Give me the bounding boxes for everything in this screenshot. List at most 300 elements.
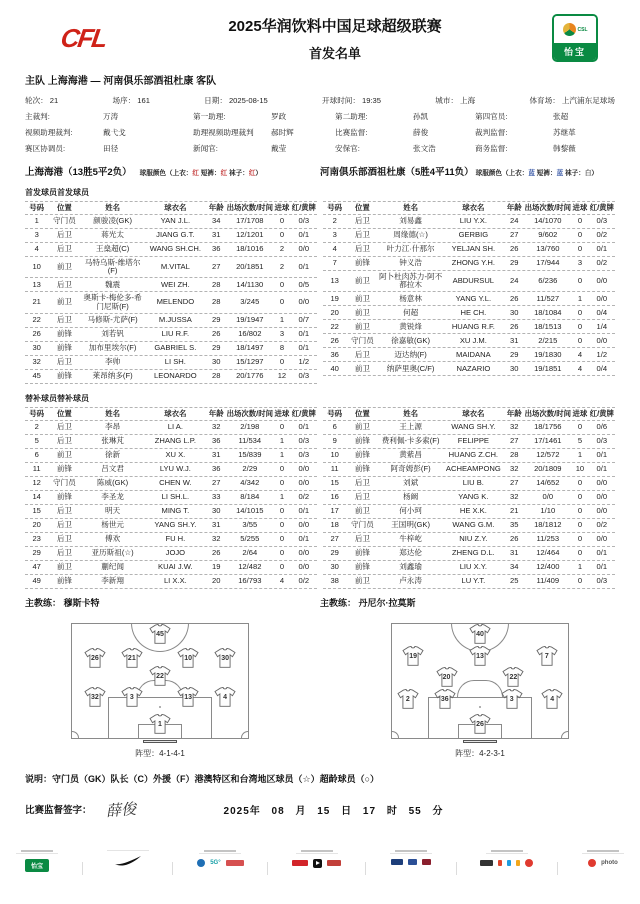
label-value-pair xyxy=(435,95,475,106)
table-cell: 4 xyxy=(34,244,39,254)
home-formation xyxy=(0,619,320,759)
table-cell: 4 xyxy=(577,349,583,359)
table-cell: 31 xyxy=(510,335,519,345)
player-row xyxy=(323,271,615,292)
table-cell: 14 xyxy=(32,492,41,502)
table-cell: 前锋 xyxy=(354,258,370,268)
jersey-number: 3 xyxy=(129,693,134,701)
label-value-pair xyxy=(335,127,475,138)
field-value: 161 xyxy=(137,96,150,105)
table-cell: M.JUSSA xyxy=(158,315,192,325)
table-cell: 后卫 xyxy=(56,315,72,325)
label-value-pair xyxy=(204,95,268,106)
jersey-number: 3 xyxy=(509,696,514,704)
player-row xyxy=(25,449,317,463)
table-cell: 0 xyxy=(577,275,583,285)
table-cell: YANG SH.Y. xyxy=(154,520,197,530)
table-cell: 17 xyxy=(330,506,339,516)
table-cell: 40 xyxy=(330,363,339,373)
table-cell: 24 xyxy=(510,216,519,226)
sponsor-logo xyxy=(327,860,341,866)
table-cell: WEI ZH. xyxy=(161,279,190,289)
starters-tables xyxy=(0,201,640,384)
table-cell: 10 xyxy=(32,261,41,271)
field-label: 第一助理: xyxy=(193,112,226,121)
table-cell: 20 xyxy=(330,307,339,317)
table-cell: 2/215 xyxy=(538,335,558,345)
table-cell: 黄紫昌 xyxy=(399,450,422,460)
footer-divider xyxy=(172,862,173,875)
player-jersey-icon xyxy=(214,648,236,668)
table-cell: 0/5 xyxy=(298,279,310,289)
player-row xyxy=(323,477,615,491)
table-cell: WANG SH.Y. xyxy=(451,422,496,432)
table-cell: 18/1513 xyxy=(534,321,562,331)
table-cell: 31 xyxy=(510,548,519,558)
table-cell: 前锋 xyxy=(354,562,370,572)
table-cell: LEONARDO xyxy=(154,371,197,381)
table-cell: 21 xyxy=(32,297,41,307)
table-cell: 卢永涛 xyxy=(399,576,422,586)
footer-divider xyxy=(82,862,83,875)
column-header: 位置 xyxy=(57,202,72,212)
table-cell: 20/1851 xyxy=(236,261,264,271)
sponsor-label-underline xyxy=(296,853,338,854)
player-jersey-icon xyxy=(214,687,236,707)
table-cell: 18/1084 xyxy=(534,307,562,317)
table-cell: 黄锐烽 xyxy=(399,321,422,331)
table-cell: 前锋 xyxy=(56,329,72,339)
table-cell: MING T. xyxy=(161,506,190,516)
table-cell: 32 xyxy=(510,464,519,474)
player-row xyxy=(25,421,317,435)
table-cell: 刘若钒 xyxy=(101,329,124,339)
label-value-pair xyxy=(335,143,475,154)
field-label: 赛区协调员: xyxy=(25,144,66,153)
jersey-number: 21 xyxy=(127,655,136,663)
table-cell: 18/1756 xyxy=(534,422,562,432)
column-header: 年龄 xyxy=(506,202,522,212)
table-cell: 0/2 xyxy=(298,492,310,502)
field-value: 韩黎薇 xyxy=(553,144,576,153)
table-cell: 1/2 xyxy=(596,349,608,359)
table-cell: 李新翔 xyxy=(101,576,124,586)
table-cell: 0/0 xyxy=(298,562,310,572)
table-cell: 0/0 xyxy=(596,478,608,488)
table-cell: 0/7 xyxy=(298,315,310,325)
table-cell: 32 xyxy=(212,534,221,544)
table-cell: 陈威(GK) xyxy=(96,478,129,488)
table-cell: 0 xyxy=(577,321,583,331)
player-row xyxy=(323,561,615,575)
table-cell: YANG Y.L. xyxy=(455,293,492,303)
table-cell: 12/572 xyxy=(536,450,560,460)
kit-colors-row xyxy=(0,154,640,178)
table-cell: 前卫 xyxy=(354,321,370,331)
player-row xyxy=(25,356,317,370)
table-cell: 0/2 xyxy=(298,576,310,586)
table-cell: 18/1497 xyxy=(236,343,264,353)
field-label: 商务监督: xyxy=(475,144,508,153)
table-cell: 11/527 xyxy=(536,293,560,303)
column-header: 位置 xyxy=(355,202,370,212)
table-cell: 叶力江·什那尔 xyxy=(386,244,435,254)
table-cell: 前锋 xyxy=(354,450,370,460)
table-cell: 0/1 xyxy=(298,534,310,544)
table-cell: 后卫 xyxy=(56,357,72,367)
player-row xyxy=(25,505,317,519)
table-cell: YAN J.L. xyxy=(160,216,191,226)
column-header: 号码 xyxy=(327,202,343,212)
table-cell: 后卫 xyxy=(56,279,72,289)
table-cell: KUAI J.W. xyxy=(158,562,193,572)
table-cell: 24 xyxy=(510,275,519,285)
player-row xyxy=(323,491,615,505)
table-cell: 杨意林 xyxy=(399,293,422,303)
player-row xyxy=(323,463,615,477)
table-cell: 刘易鑫 xyxy=(399,216,422,226)
table-cell: 后卫 xyxy=(56,436,72,446)
table-cell: 0/1 xyxy=(298,329,310,339)
table-cell: 26 xyxy=(212,329,221,339)
sponsor-label-bar xyxy=(301,850,333,852)
table-cell: 16/802 xyxy=(238,329,262,339)
table-cell: 0 xyxy=(577,335,583,345)
field-value: 张文浩 xyxy=(413,144,436,153)
photo-agency-logo xyxy=(588,859,596,867)
table-cell: 0/1 xyxy=(298,261,310,271)
table-cell: YANG K. xyxy=(458,492,489,502)
table-cell: 守门员 xyxy=(351,520,374,530)
column-header: 年龄 xyxy=(208,202,224,212)
label-value-pair xyxy=(25,95,58,106)
home-pitch-diagram xyxy=(71,623,249,739)
table-cell: 29 xyxy=(510,258,519,268)
table-cell: 32 xyxy=(510,422,519,432)
table-cell: 13/760 xyxy=(536,244,560,254)
table-cell: 8 xyxy=(279,343,285,353)
table-cell: 0/1 xyxy=(298,343,310,353)
sponsor-group-yibao xyxy=(16,850,58,872)
jersey-number: 20 xyxy=(442,674,451,682)
table-cell: 前锋 xyxy=(354,436,370,446)
table-cell: GERBIG xyxy=(458,230,489,240)
player-row xyxy=(25,561,317,575)
player-row xyxy=(323,421,615,435)
table-cell: 3/55 xyxy=(242,520,258,530)
table-cell: 1 xyxy=(279,450,285,460)
table-cell: 1 xyxy=(279,492,285,502)
table-cell: 5 xyxy=(34,436,39,446)
penalty-spot xyxy=(159,706,161,708)
away-starters-table xyxy=(323,201,615,384)
field-value: 孙凯 xyxy=(413,112,429,121)
table-cell: XU J.M. xyxy=(459,335,487,345)
table-cell: ABDURSUL xyxy=(452,275,495,285)
table-header-row xyxy=(25,201,317,215)
table-cell: 0 xyxy=(279,297,285,307)
table-cell: 26 xyxy=(330,335,339,345)
table-cell: 前卫 xyxy=(354,293,370,303)
away-coach: 主教练： 丹尼尔·拉莫斯 xyxy=(320,597,416,608)
column-header: 进球 xyxy=(274,202,290,212)
player-row xyxy=(25,533,317,547)
player-row xyxy=(323,519,615,533)
table-cell: 张琳芃 xyxy=(101,436,124,446)
player-row xyxy=(323,348,615,362)
corner-arc xyxy=(72,731,79,738)
jersey-number: 36 xyxy=(440,696,449,704)
jersey-number: 45 xyxy=(156,631,164,639)
table-cell: 0 xyxy=(577,478,583,488)
table-cell: 前卫 xyxy=(354,576,370,586)
home-shorts-color: 红 xyxy=(220,170,228,177)
table-cell: 0/0 xyxy=(596,492,608,502)
table-cell: 后卫 xyxy=(56,520,72,530)
table-cell: 守门员 xyxy=(53,478,76,488)
player-row xyxy=(25,575,317,589)
table-cell: 26 xyxy=(510,293,519,303)
table-cell: 1 xyxy=(279,315,285,325)
table-cell: 王上源 xyxy=(399,422,422,432)
player-row xyxy=(25,547,317,561)
field-label: 城市： xyxy=(435,96,459,105)
table-cell: 27 xyxy=(510,478,519,488)
table-cell: 29 xyxy=(32,548,41,558)
player-jersey-icon xyxy=(121,687,143,707)
tv-logo xyxy=(313,859,322,868)
table-cell: 0/0 xyxy=(298,464,310,474)
table-cell: 10 xyxy=(575,464,585,474)
jersey-number: 4 xyxy=(550,696,555,704)
table-cell: 16/793 xyxy=(238,576,262,586)
player-row xyxy=(25,257,317,278)
table-cell: 11 xyxy=(32,464,41,474)
field-value: 薛俊 xyxy=(413,128,429,137)
field-label: 安保官: xyxy=(335,144,360,153)
home-socks-color: 红 xyxy=(248,170,256,177)
jersey-number: 19 xyxy=(409,652,417,660)
jersey-number: 40 xyxy=(476,631,484,639)
table-cell: 30 xyxy=(330,562,339,572)
sponsor-label-bar xyxy=(204,850,236,852)
table-cell: 前锋 xyxy=(56,576,72,586)
away-coach-name: 丹尼尔·拉莫斯 xyxy=(358,597,416,608)
table-cell: 14/652 xyxy=(536,478,560,488)
table-cell: 38 xyxy=(330,576,339,586)
table-cell: 13 xyxy=(32,279,41,289)
field-value: 万涛 xyxy=(103,112,119,121)
table-cell: 2 xyxy=(279,244,285,254)
column-header: 号码 xyxy=(327,408,343,418)
table-cell: 36 xyxy=(212,436,221,446)
table-cell: 颜骏凌(GK) xyxy=(93,216,132,226)
table-cell: LYU W.J. xyxy=(159,464,191,474)
player-row xyxy=(25,292,317,313)
table-cell: 27 xyxy=(330,534,339,544)
player-jersey-icon xyxy=(149,666,171,686)
player-jersey-icon xyxy=(502,667,524,687)
table-cell: 29 xyxy=(212,343,221,353)
sponsor-label-underline xyxy=(107,850,149,851)
player-jersey-icon xyxy=(541,689,563,709)
table-cell: 0/1 xyxy=(298,230,310,240)
corner-arc xyxy=(561,731,568,738)
column-header: 姓名 xyxy=(403,408,418,418)
table-cell: LIU Y.X. xyxy=(459,216,487,226)
player-jersey-icon xyxy=(469,624,491,644)
table-cell: 26 xyxy=(32,329,41,339)
label-value-pair xyxy=(475,111,615,122)
table-cell: 前锋 xyxy=(56,343,72,353)
table-cell: 49 xyxy=(32,576,41,586)
table-cell: 后卫 xyxy=(56,230,72,240)
field-label: 比赛监督: xyxy=(335,128,368,137)
table-cell: 0 xyxy=(577,307,583,317)
away-pitch-diagram xyxy=(391,623,569,739)
player-row xyxy=(25,229,317,243)
sponsor-label-bar xyxy=(395,850,427,852)
table-cell: 李圣龙 xyxy=(101,492,124,502)
legend-note: 说明：守门员（GK）队长（C）外援（F）港澳特区和台湾地区球员（☆）超龄球员（○） xyxy=(25,773,380,784)
player-jersey-icon xyxy=(469,714,491,734)
table-cell: 6 xyxy=(332,422,337,432)
away-shorts-color: 蓝 xyxy=(556,170,564,177)
table-cell: 1/2 xyxy=(298,357,310,367)
table-cell: 36 xyxy=(330,349,339,359)
table-cell: 5/255 xyxy=(240,534,260,544)
table-cell: 26 xyxy=(510,321,519,331)
table-cell: 2/29 xyxy=(242,464,258,474)
label-value-pair xyxy=(322,95,381,106)
table-cell: 0/3 xyxy=(298,371,310,381)
table-cell: 0 xyxy=(577,230,583,240)
header xyxy=(0,0,640,64)
page-title: 2025华润饮料中国足球超级联赛 xyxy=(228,17,442,35)
footer-divider xyxy=(365,862,366,875)
player-jersey-icon xyxy=(436,667,458,687)
sponsor-label-underline xyxy=(486,853,528,854)
supervisor-signature: 薛俊 xyxy=(104,799,137,821)
table-cell: 5 xyxy=(577,436,583,446)
table-cell: 0/3 xyxy=(298,450,310,460)
table-cell: 前卫 xyxy=(354,307,370,317)
table-cell: 后卫 xyxy=(354,534,370,544)
table-cell: 0 xyxy=(279,506,285,516)
table-cell: 迈达纳(F) xyxy=(394,349,427,359)
home-subs-table xyxy=(25,407,317,589)
column-header: 球衣名 xyxy=(164,202,187,212)
table-cell: 1 xyxy=(34,216,39,226)
table-cell: LI SH. xyxy=(164,357,186,367)
table-cell: 前卫 xyxy=(56,450,72,460)
table-cell: 0/1 xyxy=(298,506,310,516)
table-cell: 25 xyxy=(510,576,519,586)
table-cell: 后卫 xyxy=(354,478,370,488)
table-cell: M.VITAL xyxy=(160,261,190,271)
table-cell: 0 xyxy=(577,534,583,544)
table-cell: 王国明(GK) xyxy=(391,520,430,530)
table-cell: 29 xyxy=(510,349,519,359)
table-cell: 0/3 xyxy=(596,216,608,226)
table-cell: 0/1 xyxy=(596,548,608,558)
signature-row xyxy=(0,785,640,820)
table-cell: 36 xyxy=(212,464,221,474)
player-jersey-icon xyxy=(177,648,199,668)
table-cell: LI A. xyxy=(167,422,183,432)
table-cell: 21 xyxy=(510,506,519,516)
table-cell: 李帅 xyxy=(104,357,121,367)
jersey-number: 26 xyxy=(476,721,484,729)
table-cell: 3 xyxy=(279,329,285,339)
photo-logo-text: photo xyxy=(601,859,618,866)
field-label: 日期： xyxy=(204,96,227,105)
table-cell: 22 xyxy=(330,321,339,331)
table-cell: 徐嘉敏(GK) xyxy=(391,335,430,345)
match-teams-line: 主队 上海海港 — 河南俱乐部酒祖杜康 客队 xyxy=(25,76,217,87)
table-cell: 11/409 xyxy=(536,576,560,586)
table-cell: 23 xyxy=(32,534,41,544)
player-row xyxy=(25,314,317,328)
sponsor-group-nike xyxy=(107,850,149,866)
table-cell: 34 xyxy=(510,562,519,572)
sponsor-logo xyxy=(422,859,431,865)
player-row xyxy=(323,362,615,376)
column-header: 球衣名 xyxy=(462,408,485,418)
yibao-brand-text: 怡宝 xyxy=(554,43,596,60)
table-cell: 加布里埃尔(F) xyxy=(88,343,137,353)
field-value: 罗政 xyxy=(271,112,287,121)
table-cell: 后卫 xyxy=(56,422,72,432)
officials-row-3 xyxy=(0,138,640,154)
table-cell: 15/839 xyxy=(238,450,262,460)
table-cell: 后卫 xyxy=(56,534,72,544)
table-cell: 1/10 xyxy=(540,506,556,516)
player-row xyxy=(25,328,317,342)
table-cell: 32 xyxy=(510,492,519,502)
table-cell: HUANG Z.CH. xyxy=(448,450,499,460)
player-row xyxy=(323,334,615,348)
table-cell: 0 xyxy=(577,548,583,558)
table-cell: 28 xyxy=(212,279,221,289)
table-cell: 0/2 xyxy=(596,230,608,240)
sponsor-logo xyxy=(292,860,308,866)
table-cell: 后卫 xyxy=(354,216,370,226)
table-cell: 0/0 xyxy=(596,506,608,516)
table-cell: 0 xyxy=(577,216,583,226)
table-cell: 前锋 xyxy=(56,492,72,502)
table-cell: 12 xyxy=(32,478,41,488)
home-starters-table xyxy=(25,201,317,384)
table-cell: 守门员 xyxy=(53,216,76,226)
title-block xyxy=(118,15,552,62)
signature-date: 2025年 08 月 15 日 17 时 55 分 xyxy=(223,805,444,817)
player-jersey-icon xyxy=(397,689,419,709)
table-cell: FU H. xyxy=(165,534,186,544)
table-cell: 0 xyxy=(577,422,583,432)
table-cell: 马特乌斯-维塔尔(F) xyxy=(84,257,141,276)
field-label: 开球时间： xyxy=(322,96,360,105)
table-cell: YELJAN SH. xyxy=(451,244,496,254)
table-cell: 魏震 xyxy=(104,279,121,289)
column-header: 球衣名 xyxy=(164,408,187,418)
table-cell: 45 xyxy=(32,371,41,381)
table-cell: 前卫 xyxy=(56,562,72,572)
table-cell: 0/0 xyxy=(298,548,310,558)
table-cell: 0 xyxy=(577,244,583,254)
player-row xyxy=(25,342,317,356)
table-cell: 0 xyxy=(577,576,583,586)
